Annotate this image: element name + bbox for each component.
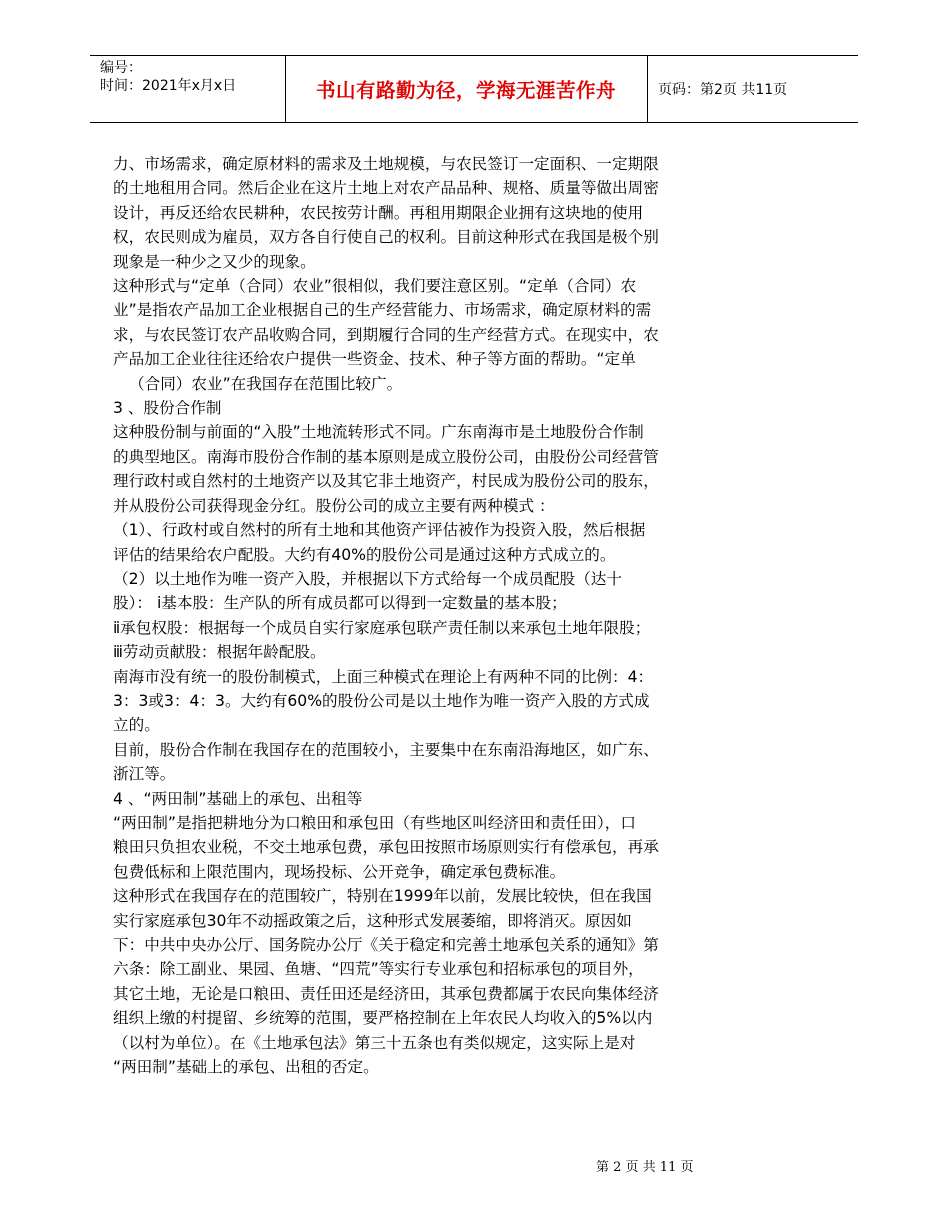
- body-line: （2）以土地作为唯一资产入股，并根据以下方式给每一个成员配股（达十: [113, 569, 622, 588]
- section-heading: 4 、“两田制”基础上的承包、出租等: [113, 789, 363, 808]
- body-line: （1）、行政村或自然村的所有土地和其他资产评估被作为投资入股，然后根据: [113, 521, 646, 540]
- header-motto: 书山有路勤为径，学海无涯苦作舟: [315, 79, 616, 102]
- body-line: 的土地租用合同。然后企业在这片土地上对农产品品种、规格、质量等做出周密: [113, 179, 659, 198]
- body-line: 立的。: [113, 716, 160, 735]
- page-header: [90, 55, 858, 123]
- body-line: 组织上缴的村提留、乡统筹的范围，要严格控制在上年农民人均收入的5%以内: [113, 1009, 653, 1028]
- body-line: 现象是一种少之又少的现象。: [113, 252, 316, 271]
- body-line: 粮田只负担农业税，不交土地承包费，承包田按照市场原则实行有偿承包，再承: [113, 838, 659, 857]
- body-line: 实行家庭承包30年不动摇政策之后，这种形式发展萎缩，即将消灭。原因如: [113, 911, 632, 930]
- body-line: 权，农民则成为雇员，双方各自行使自己的权利。目前这种形式在我国是极个别: [113, 228, 659, 247]
- body-line: 评估的结果给农户配股。大约有40%的股份公司是通过这种方式成立的。: [113, 545, 616, 564]
- body-line: 产品加工企业往往还给农户提供一些资金、技术、种子等方面的帮助。“定单: [113, 350, 636, 369]
- body-line: （合同）农业”在我国存在范围比较广。: [129, 374, 403, 393]
- body-line: 目前，股份合作制在我国存在的范围较小，主要集中在东南沿海地区，如广东、: [113, 740, 659, 759]
- body-line: 力、市场需求，确定原材料的需求及土地规模，与农民签订一定面积、一定期限: [113, 155, 659, 173]
- time-label: 时间：2021年x月x日: [100, 78, 237, 94]
- body-line: 股）： ⅰ基本股：生产队的所有成员都可以得到一定数量的基本股；: [113, 594, 567, 613]
- body-line: 求，与农民签订农产品收购合同，到期履行合同的生产经营方式。在现实中，农: [113, 325, 659, 344]
- body-line: 理行政村或自然村的土地资产以及其它非土地资产，村民成为股份公司的股东，: [113, 472, 659, 491]
- header-meta: [100, 59, 236, 95]
- page-footer: 第 2 页 共 11 页: [596, 1160, 694, 1175]
- body-line: “两田制”是指把耕地分为口粮田和承包田（有些地区叫经济田和责任田），口: [113, 813, 636, 832]
- body-line: 其它土地，无论是口粮田、责任田还是经济田，其承包费都属于农民向集体经济: [113, 984, 659, 1003]
- section-heading: 3 、股份合作制: [113, 399, 222, 418]
- body-line: 下：中共中央办公厅、国务院办公厅《关于稳定和完善土地承包关系的通知》第: [113, 936, 659, 954]
- document-body: [113, 152, 773, 1079]
- body-line: 3：3或3：4：3。大约有60%的股份公司是以土地作为唯一资产入股的方式成: [113, 691, 650, 710]
- header-divider-right: [647, 56, 648, 122]
- body-line: ⅲ劳动贡献股：根据年龄配股。: [113, 643, 326, 662]
- body-line: （以村为单位）。在《土地承包法》第三十五条也有类似规定，这实际上是对: [113, 1033, 636, 1052]
- body-line: 六条：除工副业、果园、鱼塘、“四荒”等实行专业承包和招标承包的项目外，: [113, 960, 644, 979]
- body-line: “两田制”基础上的承包、出租的否定。: [113, 1058, 379, 1077]
- body-line: 业”是指农产品加工企业根据自己的生产经营能力、市场需求，确定原材料的需: [113, 301, 652, 320]
- body-line: 南海市没有统一的股份制模式，上面三种模式在理论上有两种不同的比例：4：: [113, 667, 654, 686]
- body-line: 这种形式在我国存在的范围较广，特别在1999年以前，发展比较快，但在我国: [113, 887, 652, 906]
- body-line: 设计，再反还给农民耕种，农民按劳计酬。再租用期限企业拥有这块地的使用: [113, 203, 644, 222]
- body-line: ⅱ承包权股：根据每一个成员自实行家庭承包联产责任制以来承包土地年限股；: [113, 618, 651, 637]
- body-line: 这种形式与“定单（合同）农业”很相似，我们要注意区别。“定单（合同）农: [113, 277, 637, 296]
- body-line: 浙江等。: [113, 765, 176, 784]
- header-page-info: 页码：第2页 共11页: [658, 82, 788, 98]
- body-line: 包费低标和上限范围内，现场投标、公开竞争，确定承包费标准。: [113, 862, 566, 881]
- body-line: 这种股份制与前面的“入股”土地流转形式不同。广东南海市是土地股份合作制: [113, 423, 644, 442]
- body-line: 并从股份公司获得现金分红。股份公司的成立主要有两种模式 ：: [113, 496, 555, 515]
- body-line: 的典型地区。南海市股份合作制的基本原则是成立股份公司，由股份公司经营管: [113, 447, 659, 466]
- code-label: 编号：: [100, 60, 142, 76]
